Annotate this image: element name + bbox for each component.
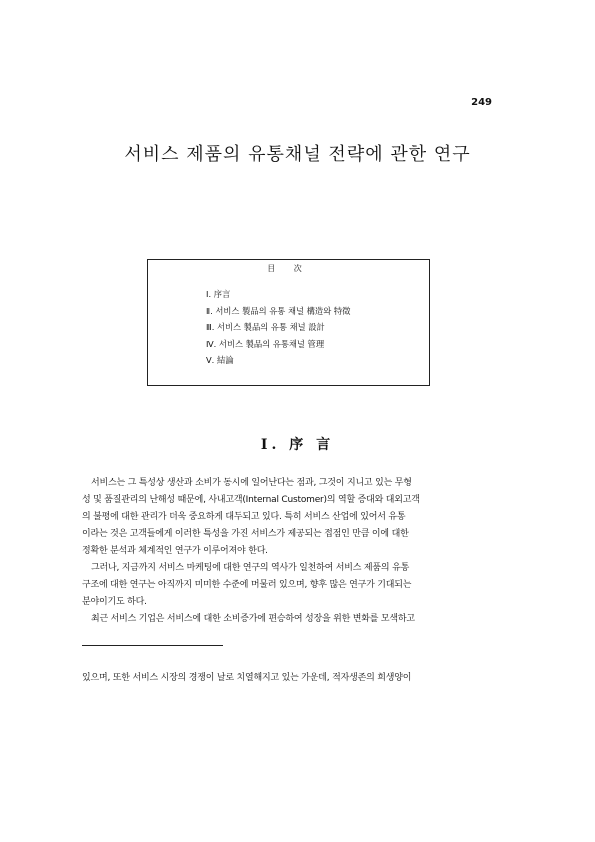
body-text-line: 의 불평에 대한 관리가 더욱 중요하게 대두되고 있다. 특히 서비스 산업에 있어서 유통 xyxy=(82,512,406,522)
body-text-line: 그러나, 지금까지 서비스 마케팅에 대한 연구의 역사가 일천하여 서비스 제품의 유통 xyxy=(91,563,410,573)
toc-heading: 目 次 xyxy=(267,264,310,273)
footnote-rule xyxy=(82,645,223,646)
body-text-line: 있으며, 또한 서비스 시장의 경쟁이 날로 치열해지고 있는 가운데, 적자생존의 희생양이 xyxy=(82,673,412,683)
body-text-line: 이라는 것은 고객들에게 이러한 특성을 가진 서비스가 제공되는 접점인 만큼 이에 대한 xyxy=(82,529,409,539)
section-heading: Ⅰ. 序 言 xyxy=(260,437,335,453)
body-text-line: 최근 서비스 기업은 서비스에 대한 소비증가에 편승하여 성장을 위한 변화를 모색하고 xyxy=(91,614,415,624)
body-text-line: 분야이기도 하다. xyxy=(82,597,147,607)
toc-list xyxy=(206,286,350,369)
body-text-line: 서비스는 그 특성상 생산과 소비가 동시에 일어난다는 점과, 그것이 지니고 있는 무형 xyxy=(91,478,412,488)
toc-item: Ⅳ. 서비스 製品의 유통채널 管理 xyxy=(206,338,325,349)
table-of-contents-box xyxy=(147,259,430,386)
toc-item: Ⅲ. 서비스 製品의 유통 채널 設計 xyxy=(206,322,325,332)
toc-item: Ⅰ. 序言 xyxy=(206,289,231,299)
paper-title: 서비스 제품의 유통채널 전략에 관한 연구 xyxy=(124,144,471,165)
body-text-line: 성 및 품질관리의 난해성 때문에, 사내고객(Internal Customer)의 역할 증대와 대외고객 xyxy=(82,495,420,505)
body-text-line: 정확한 분석과 체계적인 연구가 이루어져야 한다. xyxy=(82,546,268,556)
toc-item: Ⅱ. 서비스 製品의 유통 채널 構造와 特徵 xyxy=(206,305,351,316)
body-text-line: 구조에 대한 연구는 아직까지 미미한 수준에 머물러 있으며, 향후 많은 연구가 기대되는 xyxy=(82,580,412,590)
page-number: 249 xyxy=(471,97,492,108)
toc-item: Ⅴ. 結論 xyxy=(206,355,234,365)
